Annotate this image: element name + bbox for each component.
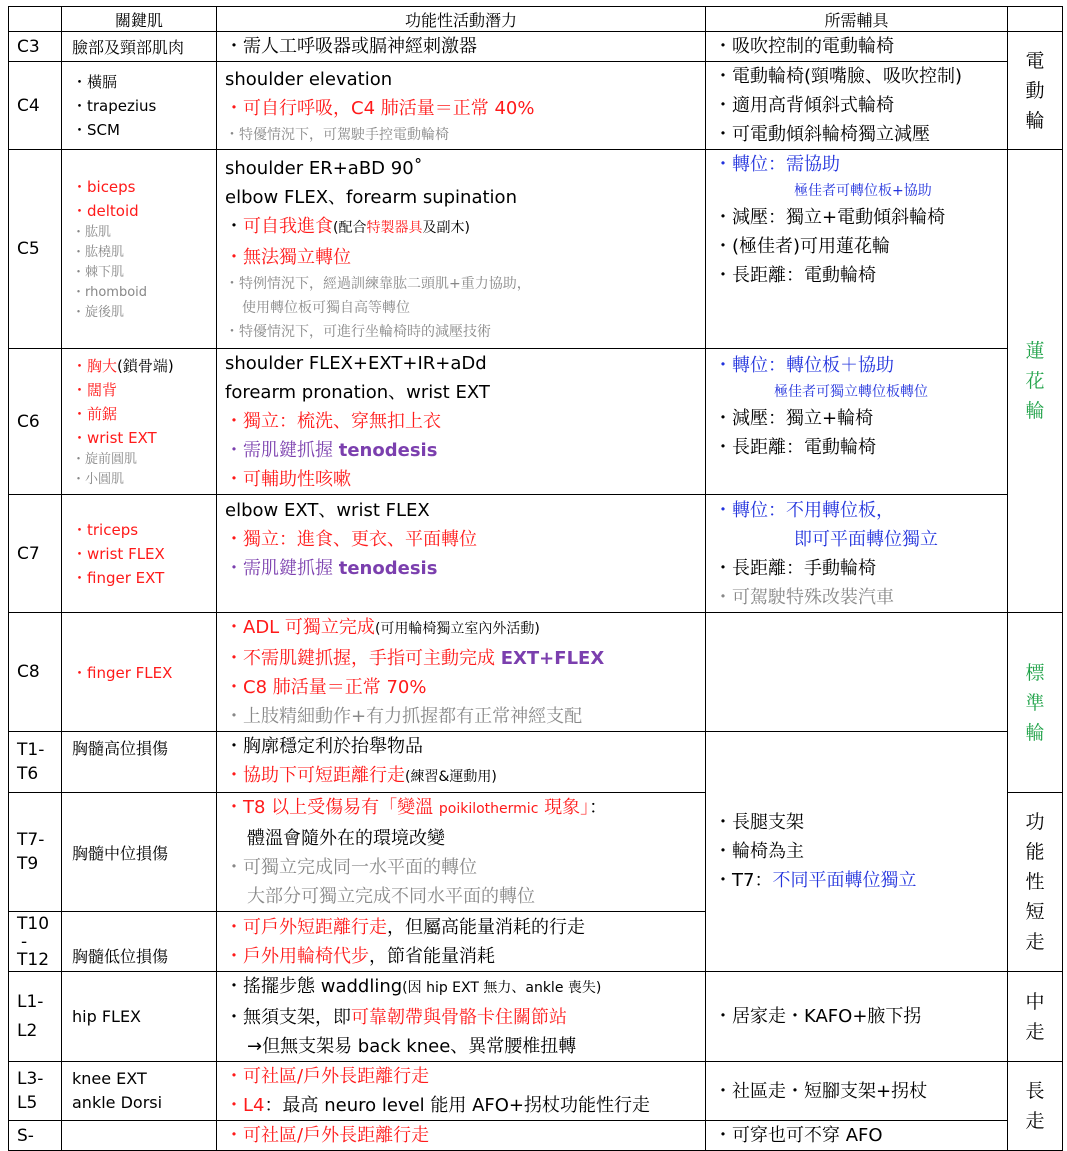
equipment-text: ・轉位：轉位板＋協助 [714, 355, 894, 376]
function-text: ・可社區/戶外長距離行走 [225, 1125, 430, 1146]
equipment-text: ・可駕駛特殊改裝汽車 [714, 586, 894, 608]
muscle-item: knee EXT [72, 1069, 147, 1088]
level-c8: C8 [9, 613, 62, 732]
ambulation-char: 走 [1025, 931, 1045, 953]
muscle-t10-t12: 胸髓低位損傷 [62, 912, 217, 972]
equipment-text: ・減壓：獨立+電動傾斜輪椅 [714, 207, 946, 228]
function-text: 體溫會隨外在的環境改變 [247, 828, 445, 849]
muscle-item: ・triceps [72, 520, 139, 539]
function-t10-t12 [217, 912, 706, 972]
function-text: ・搖擺步態 waddling(因 hip EXT 無力、ankle 喪失) [225, 976, 602, 997]
muscle-item: ・wrist EXT [72, 428, 157, 447]
level-text: L5 [17, 1093, 38, 1113]
ambulation-char: 動 [1025, 79, 1045, 102]
equipment-text: ・轉位：不用轉位板， [714, 499, 894, 521]
equipment-text: ・長腿支架 [714, 812, 804, 833]
equipment-text: ・社區走・短腳支架+拐杖 [714, 1080, 928, 1102]
muscle-c4 [62, 62, 217, 150]
table-row-c7 [9, 495, 1063, 613]
function-text: shoulder elevation [225, 68, 393, 90]
ambulation-char: 電 [1025, 49, 1045, 72]
level-t10-t12 [9, 912, 62, 972]
muscle-item: ・小圓肌 [72, 471, 125, 487]
equipment-text: ・長距離：手動輪椅 [714, 557, 876, 579]
ambulation-char: 走 [1025, 1110, 1045, 1132]
ambulation-electric [1008, 32, 1063, 150]
function-text: ・可獨立完成同一水平面的轉位 [225, 857, 477, 878]
ambulation-char: 走 [1025, 1020, 1045, 1043]
function-text: ・特優情況下，可駕駛手控電動輪椅 [225, 126, 449, 143]
level-c4: C4 [9, 62, 62, 150]
muscle-item: ・闊背 [72, 380, 118, 399]
muscle-l1-l2: hip FLEX [62, 972, 217, 1062]
header-function: 功能性活動潛力 [217, 7, 706, 32]
muscle-item: ・rhomboid [72, 285, 148, 300]
level-c5: C5 [9, 150, 62, 349]
ambulation-char: 短 [1025, 901, 1045, 923]
table-row-c5 [9, 150, 1063, 349]
function-text: ・胸廓穩定利於抬舉物品 [225, 736, 423, 757]
ambulation-functional [1008, 793, 1063, 972]
function-t1-t6 [217, 732, 706, 793]
header-equipment: 所需輔具 [706, 7, 1008, 32]
function-l3-l5 [217, 1062, 706, 1121]
equipment-text: ・長距離：電動輪椅 [714, 265, 876, 286]
header-key-muscle: 關鍵肌 [62, 7, 217, 32]
function-text: ・獨立：梳洗、穿無扣上衣 [225, 411, 441, 432]
function-c5 [217, 150, 706, 349]
function-text: ・特優情況下，可進行坐輪椅時的減壓技術 [225, 324, 491, 340]
muscle-item: ・肱肌 [72, 225, 112, 240]
function-text: ・獨立：進食、更衣、平面轉位 [225, 529, 477, 550]
level-c3: C3 [9, 32, 62, 62]
function-text: ・L4：最高 neuro level 能用 AFO+拐杖功能性行走 [225, 1095, 650, 1116]
spinal-cord-injury-table [8, 6, 1063, 1151]
function-c3 [217, 32, 706, 62]
muscle-item: ・胸大(鎖骨端) [72, 356, 174, 375]
level-s: S- [9, 1121, 62, 1151]
muscle-item: ankle Dorsi [72, 1093, 163, 1112]
muscle-t7-t9: 胸髓中位損傷 [62, 793, 217, 912]
function-text: ・可輔助性咳嗽 [225, 469, 351, 490]
muscle-item: ・wrist FLEX [72, 544, 165, 563]
header-row [9, 7, 1063, 32]
equipment-text: ・減壓：獨立+輪椅 [714, 408, 874, 429]
table-row-c6 [9, 349, 1063, 495]
muscle-item: ・棘下肌 [72, 265, 125, 280]
table-row-c8 [9, 613, 1063, 732]
function-s [217, 1121, 706, 1151]
ambulation-char: 花 [1025, 370, 1045, 392]
level-text: L3- [17, 1069, 44, 1089]
function-text: ・需肌鍵抓握 tenodesis [225, 440, 438, 461]
function-l1-l2 [217, 972, 706, 1062]
equipment-text: 即可平面轉位獨立 [794, 528, 938, 550]
function-text: ・可社區/戶外長距離行走 [225, 1066, 430, 1087]
ambulation-char: 輪 [1025, 109, 1045, 132]
function-text: 使用轉位板可獨自高等轉位 [242, 300, 410, 316]
equipment-c7 [706, 495, 1008, 613]
muscle-t1-t6: 胸髓高位損傷 [62, 732, 217, 793]
equipment-text: ・電動輪椅(頸嘴臉、吸吹控制) [714, 66, 963, 87]
function-text: ・無須支架，即可靠韌帶與骨骼卡住關節站 [225, 1007, 567, 1028]
equipment-c8 [706, 613, 1008, 732]
equipment-text: ・可穿也可不穿 AFO [714, 1125, 883, 1146]
muscle-c8: ・finger FLEX [62, 613, 217, 732]
function-text: ・上肢精細動作+有力抓握都有正常神經支配 [225, 706, 583, 727]
function-text: elbow FLEX、forearm supination [225, 187, 517, 208]
ambulation-long [1008, 1062, 1063, 1151]
muscle-l3-l5 [62, 1062, 217, 1121]
muscle-item: ・biceps [72, 178, 136, 196]
equipment-text: ・輪椅為主 [714, 841, 804, 862]
ambulation-mid [1008, 972, 1063, 1062]
muscle-item: ・旋前圓肌 [72, 451, 138, 467]
equipment-l3-l5 [706, 1062, 1008, 1121]
equipment-l1-l2 [706, 972, 1008, 1062]
ambulation-char: 準 [1025, 691, 1045, 714]
function-text: 大部分可獨立完成不同水平面的轉位 [247, 886, 535, 907]
equipment-text: ・吸吹控制的電動輪椅 [714, 36, 894, 57]
muscle-item: ・肱橈肌 [72, 245, 125, 260]
equipment-text: ・(極佳者)可用蓮花輪 [714, 236, 891, 257]
level-text: - [21, 931, 28, 952]
equipment-text: 極佳者可獨立轉位板轉位 [774, 384, 928, 400]
level-text: T1- [17, 740, 45, 760]
ambulation-lotus [1008, 150, 1063, 613]
equipment-text: ・適用高背傾斜式輪椅 [714, 95, 894, 116]
table-row-s [9, 1121, 1063, 1151]
function-text: ・協助下可短距離行走(練習&運動用) [225, 765, 497, 786]
function-text: ・戶外用輪椅代步，節省能量消耗 [225, 945, 495, 967]
level-text: T10 [17, 913, 50, 934]
muscle-item: ・deltoid [72, 202, 139, 220]
function-text: forearm pronation、wrist EXT [225, 382, 490, 403]
muscle-item: ・橫膈 [72, 72, 118, 91]
function-c7 [217, 495, 706, 613]
muscle-item: ・SCM [72, 120, 120, 139]
function-text: elbow EXT、wrist FLEX [225, 500, 430, 521]
level-text: T7- [17, 830, 45, 850]
equipment-text: 極佳者可轉位板+協助 [794, 183, 932, 199]
function-text: ・特例情況下，經過訓練靠肱二頭肌+重力協助， [225, 276, 531, 292]
function-text: ・可自行呼吸，C4 肺活量＝正常 40% [225, 97, 535, 119]
function-text: ・無法獨立轉位 [225, 247, 351, 268]
function-text: ・需肌鍵抓握 tenodesis [225, 558, 438, 579]
table-row-l3-l5 [9, 1062, 1063, 1121]
level-t1-t6 [9, 732, 62, 793]
ambulation-char: 能 [1025, 841, 1045, 863]
equipment-thoracic [706, 732, 1008, 972]
level-text: L2 [17, 1020, 38, 1041]
equipment-text: ・居家走・KAFO+腋下拐 [714, 1006, 922, 1027]
function-c4 [217, 62, 706, 150]
level-text: T6 [17, 764, 39, 784]
equipment-text: ・轉位：需協助 [714, 154, 840, 175]
ambulation-char: 標 [1025, 661, 1045, 684]
function-c8 [217, 613, 706, 732]
function-text: ・可戶外短距離行走，但屬高能量消耗的行走 [225, 916, 585, 938]
ambulation-char: 蓮 [1025, 340, 1045, 362]
function-text: ・C8 肺活量＝正常 70% [225, 677, 427, 698]
muscle-c5 [62, 150, 217, 349]
equipment-s [706, 1121, 1008, 1151]
muscle-c6 [62, 349, 217, 495]
muscle-item: ・finger EXT [72, 568, 165, 587]
equipment-c6 [706, 349, 1008, 495]
equipment-c3 [706, 32, 1008, 62]
ambulation-standard [1008, 613, 1063, 793]
ambulation-char: 性 [1025, 871, 1045, 893]
function-c6 [217, 349, 706, 495]
header-level [9, 7, 62, 32]
muscle-c7 [62, 495, 217, 613]
muscle-item: ・trapezius [72, 96, 157, 115]
muscle-item: ・前鋸 [72, 404, 118, 423]
function-text: shoulder FLEX+EXT+IR+aDd [225, 353, 487, 374]
muscle-c3: 臉部及頸部肌肉 [62, 32, 217, 62]
ambulation-char: 輪 [1025, 721, 1045, 744]
equipment-text: ・T7：不同平面轉位獨立 [714, 870, 917, 891]
muscle-item: ・旋後肌 [72, 305, 125, 320]
function-text: ・需人工呼吸器或膈神經刺激器 [225, 36, 477, 57]
equipment-c5 [706, 150, 1008, 349]
header-ambulation [1008, 7, 1063, 32]
level-text: T12 [17, 949, 50, 970]
table-row-c4 [9, 62, 1063, 150]
function-text: ・ADL 可獨立完成(可用輪椅獨立室內外活動) [225, 617, 540, 638]
table-row-t1-t6 [9, 732, 1063, 793]
level-l3-l5 [9, 1062, 62, 1121]
equipment-c4 [706, 62, 1008, 150]
function-text: ・T8 以上受傷易有「變溫 poikilothermic 現象」： [225, 797, 608, 818]
level-text: L1- [17, 991, 44, 1012]
level-c6: C6 [9, 349, 62, 495]
ambulation-char: 長 [1025, 1080, 1045, 1102]
level-c7: C7 [9, 495, 62, 613]
equipment-text: ・長距離：電動輪椅 [714, 437, 876, 458]
level-t7-t9 [9, 793, 62, 912]
function-text: ・可自我進食(配合特製器具及副木) [225, 216, 470, 237]
level-text: T9 [17, 854, 39, 874]
ambulation-char: 輪 [1025, 400, 1045, 422]
equipment-text: ・可電動傾斜輪椅獨立減壓 [714, 124, 930, 145]
muscle-s [62, 1121, 217, 1151]
table-row-l1-l2 [9, 972, 1063, 1062]
function-text: →但無支架易 back knee、異常腰椎扭轉 [247, 1036, 577, 1057]
function-text: shoulder ER+aBD 90˚ [225, 158, 423, 179]
level-l1-l2 [9, 972, 62, 1062]
ambulation-char: 中 [1025, 990, 1045, 1013]
function-text: ・不需肌鍵抓握，手指可主動完成 EXT+FLEX [225, 648, 605, 669]
table-row-c3 [9, 32, 1063, 62]
ambulation-char: 功 [1025, 811, 1045, 833]
function-t7-t9 [217, 793, 706, 912]
